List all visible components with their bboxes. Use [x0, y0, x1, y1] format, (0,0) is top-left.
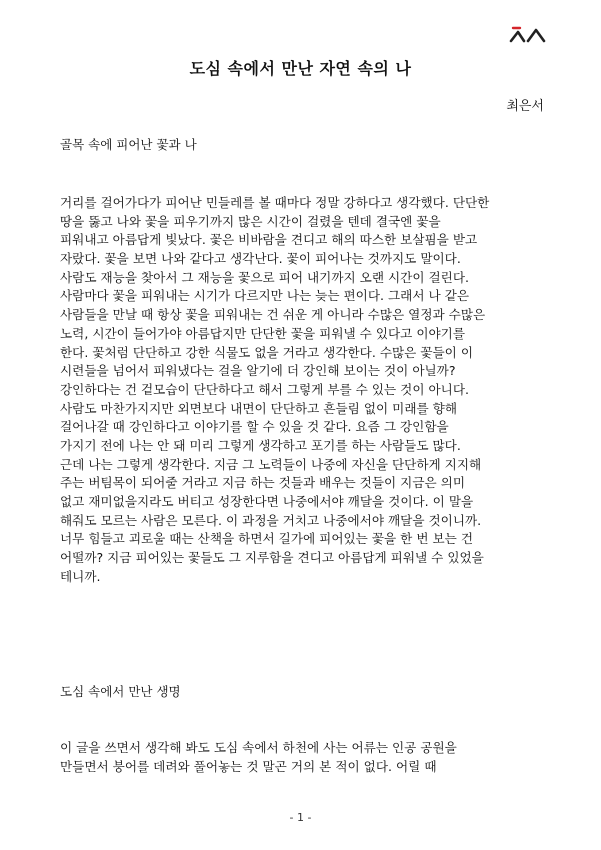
text-line: 걸어나갈 때 강인하다고 이야기를 할 수 있을 것 같다. 요즘 그 강인함을 — [60, 419, 449, 435]
text-line: 테니까. — [60, 568, 101, 584]
text-line: 사람들을 만날 때 항상 꽃을 피워내는 건 쉬운 게 아니라 수많은 열정과 수많은 — [60, 307, 486, 323]
text-line: 노력, 시간이 들어가야 아름답지만 단단한 꽃을 피워낼 수 있다고 이야기를 — [60, 325, 465, 341]
text-line: 근데 나는 그렇게 생각한다. 지금 그 노력들이 나중에 자신을 단단하게 지지해 — [60, 456, 482, 472]
text-line: 피워내고 아름답게 빛났다. 꽃은 비바람을 견디고 해의 따스한 보살핌을 받고 — [60, 232, 478, 248]
text-line: 시련들을 넘어서 피워냈다는 걸을 알기에 더 강인해 보이는 것이 아닐까? — [60, 363, 456, 379]
text-line: 자랐다. 꽃을 보면 나와 같다고 생각난다. 꽃이 피어나는 것까지도 말이다. — [60, 251, 461, 267]
section-body-2 — [60, 739, 545, 776]
page-number: - 1 - — [289, 811, 312, 824]
section-heading-2: 도심 속에서 만난 생명 — [60, 684, 181, 699]
text-line: 주는 버팀목이 되어줄 거라고 지금 하는 것들과 배우는 것들이 지금은 의미 — [60, 475, 465, 491]
section-body-1 — [60, 194, 545, 586]
brand-mark-icon — [509, 22, 547, 44]
text-line: 땅을 뚫고 나와 꽃을 피우기까지 많은 시간이 걸렸을 텐데 결국엔 꽃을 — [60, 213, 441, 229]
section-heading-1: 골목 속에 피어난 꽃과 나 — [60, 137, 197, 152]
text-line: 이 글을 쓰면서 생각해 봐도 도심 속에서 하천에 사는 어류는 인공 공원을 — [60, 740, 457, 755]
text-line: 한다. 꽃처럼 단단하고 강한 식물도 없을 거라고 생각한다. 수많은 꽃들이 이 — [60, 344, 474, 360]
text-line: 너무 힘들고 괴로울 때는 산책을 하면서 길가에 피어있는 꽃을 한 번 보는 건 — [60, 531, 474, 547]
text-line: 거리를 걸어가다가 피어난 민들레를 볼 때마다 정말 강하다고 생각했다. 단단한 — [60, 195, 490, 210]
text-line: 어떨까? 지금 피어있는 꽃들도 그 지루함을 견디고 아름답게 피워낼 수 있었을 — [60, 550, 484, 566]
author-name: 최은서 — [506, 99, 544, 114]
document-title: 도심 속에서 만난 자연 속의 나 — [189, 59, 412, 78]
text-line: 사람마다 꽃을 피워내는 시기가 다르지만 나는 늦는 편이다. 그래서 나 같은 — [60, 288, 470, 304]
text-line: 사람도 재능을 찾아서 그 재능을 꽃으로 피어 내기까지 오랜 시간이 걸린다. — [60, 269, 470, 285]
text-line: 만들면서 붕어를 데려와 풀어놓는 것 말곤 거의 본 적이 없다. 어릴 때 — [60, 758, 437, 774]
text-line: 강인하다는 건 겉모습이 단단하다고 해서 그렇게 부를 수 있는 것이 아니다. — [60, 381, 470, 397]
text-line: 없고 재미없을지라도 버티고 성장한다면 나중에서야 깨달을 것이다. 이 말을 — [60, 494, 474, 509]
text-line: 해줘도 모르는 사람은 모른다. 이 과정을 거치고 나중에서야 깨달을 것이니까. — [60, 512, 482, 528]
text-line: 가지기 전에 나는 안 돼 미리 그렇게 생각하고 포기를 하는 사람들도 많다. — [60, 437, 461, 453]
text-line: 사람도 마찬가지지만 외면보다 내면이 단단하고 흔들림 없이 미래를 향해 — [60, 400, 457, 416]
